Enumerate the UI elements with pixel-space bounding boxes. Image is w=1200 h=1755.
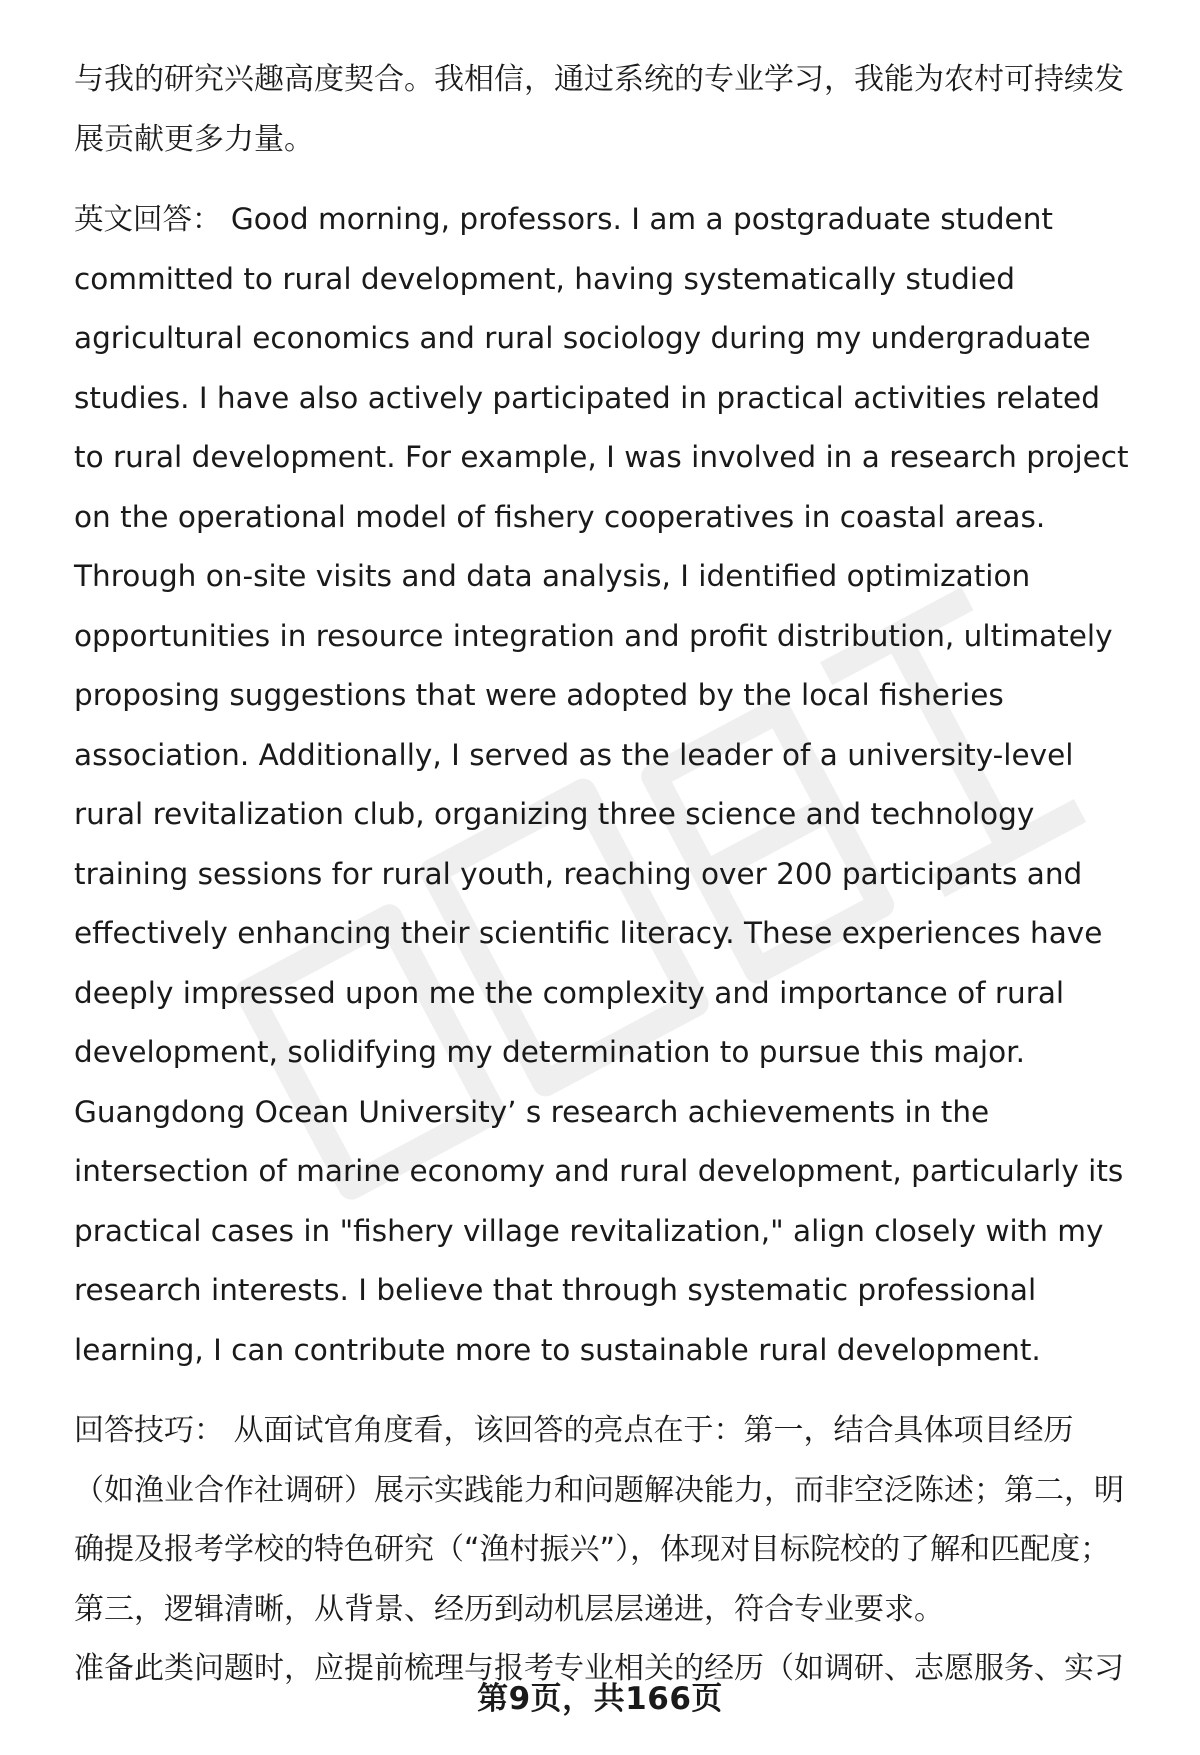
english-answer-text: Good morning, professors. I am a postgraduate student committed to rural development, having systematically studied agricultural economics and rural sociology during my undergraduate studies. I have also actively participated in practical activities related to rural development. For example, I was involved in a research project on the operational model of fishery cooperatives in coastal areas. Through on-site visits and data analysis, I identified optimization opportunities in resource integration and profit distribution, ultimately proposing suggestions that were adopted by the local fisheries association. Additionally, I served as the leader of a university-level rural revitalization club, organizing three science and technology training sessions for rural youth, reaching over 200 participants and effectively enhancing their scientific literacy. These experiences have deeply impressed upon me the complexity and importance of rural development, solidifying my determination to pursue this major. Guangdong Ocean University’ s research achievements in the intersection of marine economy and rural development, particularly its practical cases in "fishery village revitalization," align closely with my research interests. I believe that through systematic professional learning, I can contribute more to sustainable rural development. — [74, 202, 1129, 1367]
paragraph-preparation-advice: 准备此类问题时，应提前梳理与报考专业相关的经历（如调研、志愿服务、实习 — [74, 1651, 1124, 1686]
answer-tips-text: 从面试官角度看，该回答的亮点在于：第一，结合具体项目经历（如渔业合作社调研）展示实践能力和问题解决能力，而非空泛陈述；第二，明确提及报考学校的特色研究（“渔村振兴”），体现对目标院校的了解和匹配度；第三，逻辑清晰，从背景、经历到动机层层递进，符合专业要求。 — [74, 1413, 1124, 1627]
page-number-footer: 第9页，共166页 — [477, 1681, 723, 1717]
paragraph-english-answer — [74, 190, 1130, 1380]
english-answer-label: 英文回答： — [74, 202, 222, 236]
paragraph-answer-tips — [74, 1401, 1130, 1639]
paragraph-chinese-continuation: 与我的研究兴趣高度契合。我相信，通过系统的专业学习，我能为农村可持续发展贡献更多力量。 — [74, 62, 1124, 157]
answer-tips-label: 回答技巧： — [74, 1413, 224, 1448]
